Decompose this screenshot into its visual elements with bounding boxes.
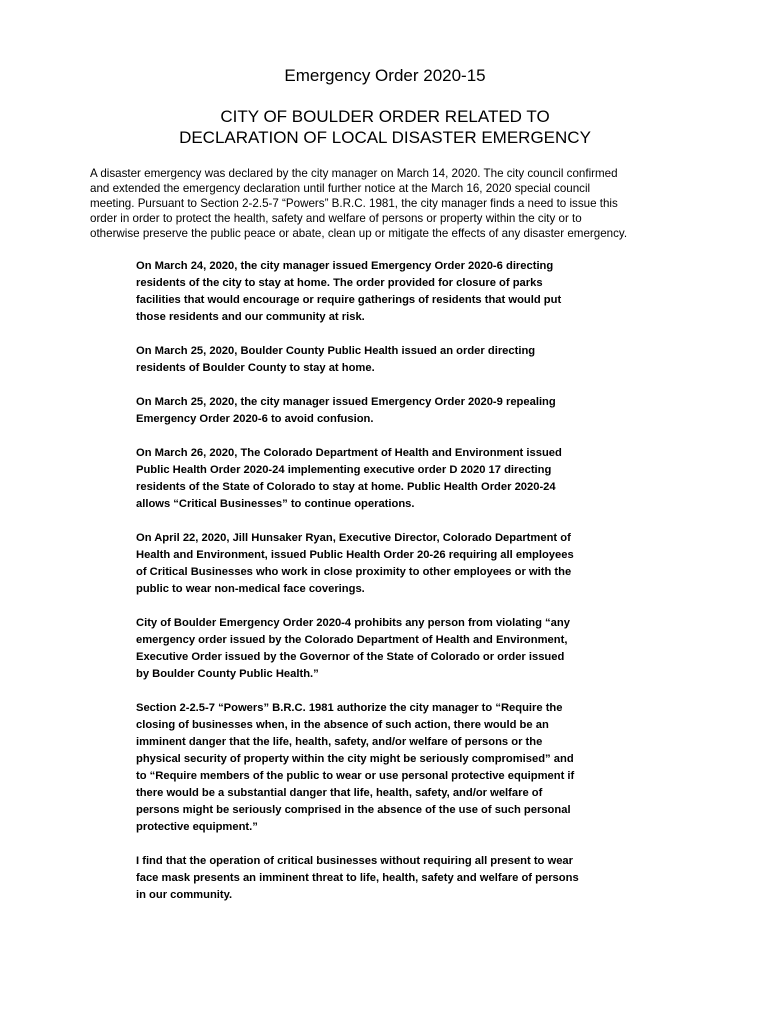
finding-line: On March 25, 2020, the city manager issued Emergency Order 2020-9 repealing: [136, 396, 556, 408]
finding-paragraph: [136, 258, 636, 326]
finding-line: of Critical Businesses who work in close proximity to other employees or with the: [136, 566, 572, 578]
finding-line: City of Boulder Emergency Order 2020-4 prohibits any person from violating “any: [136, 617, 570, 629]
finding-line: On March 26, 2020, The Colorado Department of Health and Environment issued: [136, 447, 562, 459]
order-number: Emergency Order 2020-15: [284, 66, 486, 85]
finding-paragraph: [136, 343, 636, 377]
finding-line: residents of Boulder County to stay at home.: [136, 362, 375, 374]
finding-line: closing of businesses when, in the absence of such action, there would be an: [136, 719, 549, 731]
title-line: CITY OF BOULDER ORDER RELATED TO: [220, 107, 550, 126]
finding-line: residents of the city to stay at home. The order provided for closure of parks: [136, 277, 543, 289]
finding-paragraph: [136, 445, 636, 513]
finding-line: allows “Critical Businesses” to continue operations.: [136, 498, 415, 510]
finding-line: persons might be seriously comprised in the absence of the use of such personal: [136, 804, 571, 816]
finding-paragraph: [136, 615, 636, 683]
intro-line: otherwise preserve the public peace or abate, clean up or mitigate the effects of any disaster emergency.: [90, 227, 628, 240]
finding-line: emergency order issued by the Colorado Department of Health and Environment,: [136, 634, 568, 646]
finding-line: On March 24, 2020, the city manager issued Emergency Order 2020-6 directing: [136, 260, 554, 272]
finding-line: public to wear non-medical face coverings.: [136, 583, 365, 595]
finding-line: Executive Order issued by the Governor of the State of Colorado or order issued: [136, 651, 565, 663]
finding-line: by Boulder County Public Health.”: [136, 668, 319, 680]
finding-line: I find that the operation of critical businesses without requiring all present to wear: [136, 855, 573, 867]
finding-line: protective equipment.”: [136, 821, 258, 833]
document-title: [0, 106, 770, 148]
findings-list: [136, 258, 636, 921]
finding-line: physical security of property within the city might be seriously compromised” and: [136, 753, 574, 765]
intro-line: A disaster emergency was declared by the city manager on March 14, 2020. The city council confirmed: [90, 167, 618, 180]
finding-line: On March 25, 2020, Boulder County Public Health issued an order directing: [136, 345, 536, 357]
intro-line: meeting. Pursuant to Section 2-2.5-7 “Powers” B.R.C. 1981, the city manager finds a need to issue this: [90, 197, 618, 210]
title-line: DECLARATION OF LOCAL DISASTER EMERGENCY: [179, 128, 591, 147]
finding-line: those residents and our community at risk.: [136, 311, 365, 323]
finding-line: residents of the State of Colorado to stay at home. Public Health Order 2020-24: [136, 481, 556, 493]
intro-line: and extended the emergency declaration until further notice at the March 16, 2020 special council: [90, 182, 591, 195]
finding-paragraph: [136, 530, 636, 598]
finding-paragraph: [136, 853, 636, 904]
finding-line: On April 22, 2020, Jill Hunsaker Ryan, Executive Director, Colorado Department of: [136, 532, 571, 544]
intro-paragraph: [90, 166, 690, 241]
finding-line: Section 2-2.5-7 “Powers” B.R.C. 1981 authorize the city manager to “Require the: [136, 702, 563, 714]
finding-paragraph: [136, 394, 636, 428]
finding-paragraph: [136, 700, 636, 836]
finding-line: Health and Environment, issued Public Health Order 20-26 requiring all employees: [136, 549, 574, 561]
finding-line: face mask presents an imminent threat to life, health, safety and welfare of persons: [136, 872, 579, 884]
finding-line: to “Require members of the public to wear or use personal protective equipment if: [136, 770, 575, 782]
finding-line: in our community.: [136, 889, 233, 901]
finding-line: Emergency Order 2020-6 to avoid confusion.: [136, 413, 374, 425]
finding-line: facilities that would encourage or require gatherings of residents that would put: [136, 294, 562, 306]
finding-line: there would be a substantial danger that life, health, safety, and/or welfare of: [136, 787, 543, 799]
finding-line: imminent danger that the life, health, safety, and/or welfare of persons or the: [136, 736, 543, 748]
intro-line: order in order to protect the health, safety and welfare of persons or property within the city or to: [90, 212, 582, 225]
finding-line: Public Health Order 2020-24 implementing executive order D 2020 17 directing: [136, 464, 552, 476]
